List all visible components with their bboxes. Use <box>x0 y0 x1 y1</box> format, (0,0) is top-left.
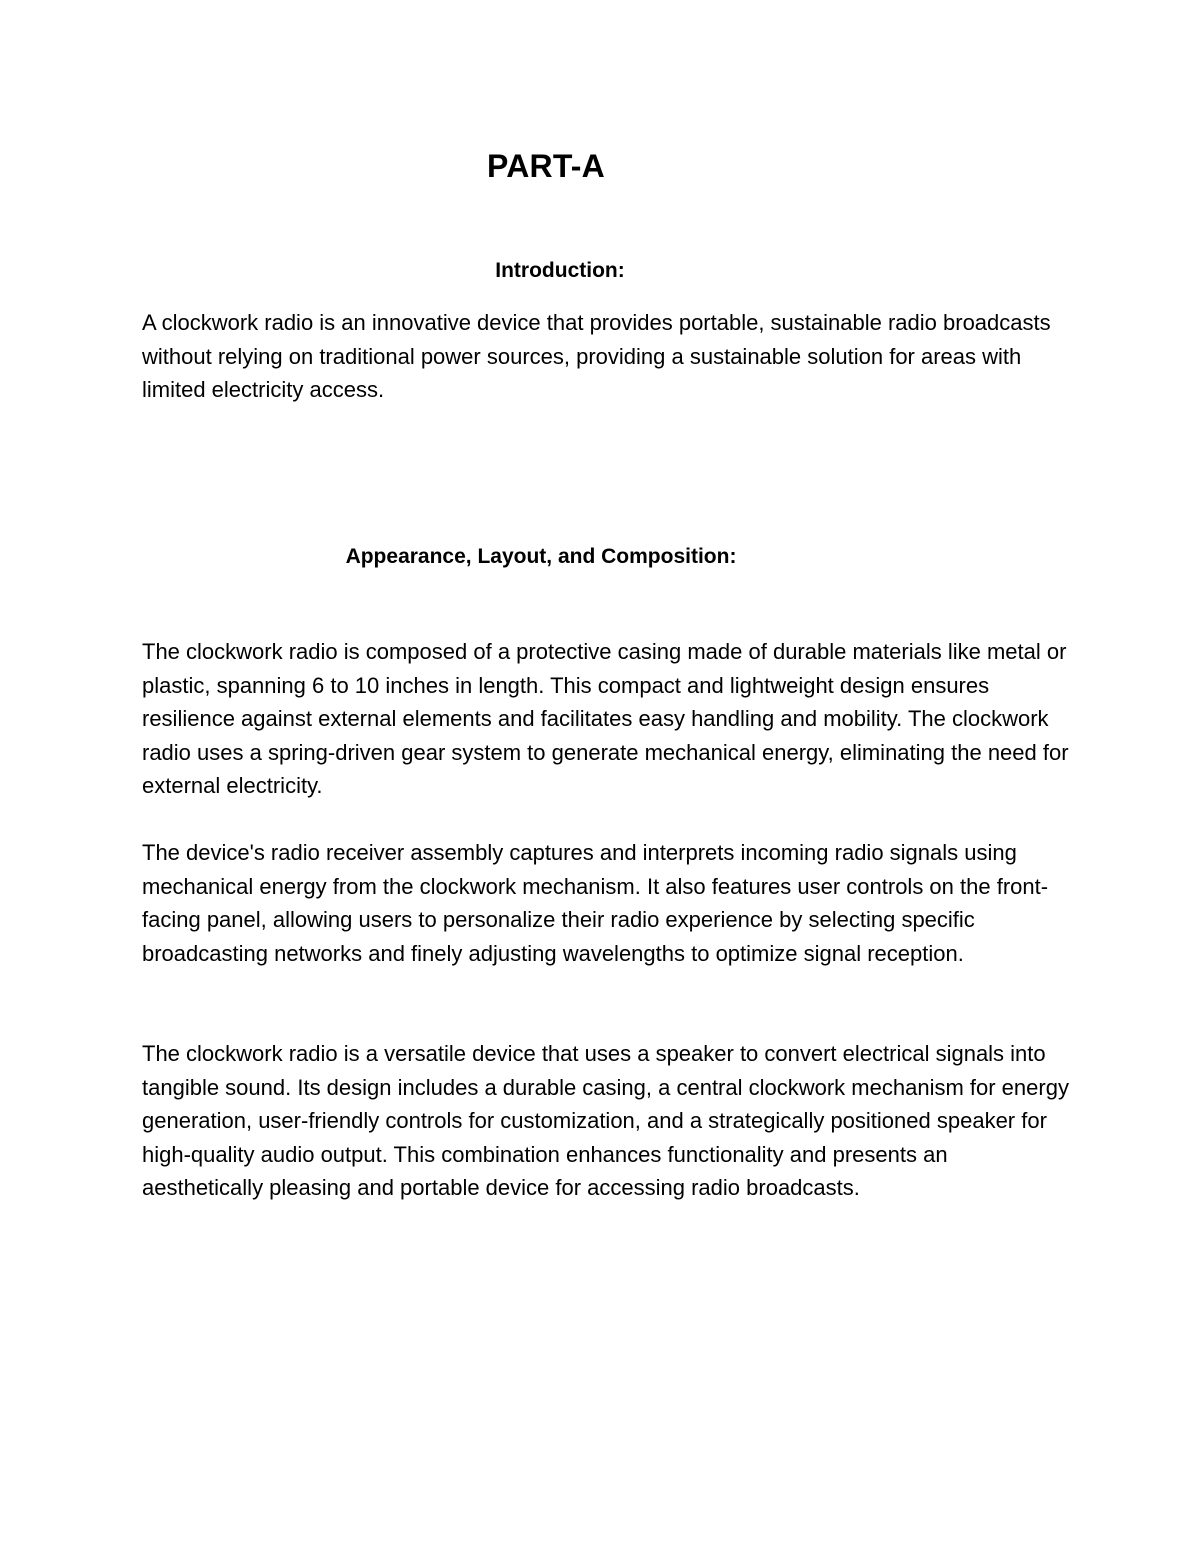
appearance-paragraph-2: The device's radio receiver assembly captures and interprets incoming radio signals using mechanical energy from the clockwork mechanism. It also features user controls on the front-facing panel, allowing users to personalize their radio experience by selecting specific broadcasting networks and finely adjusting wavelengths to optimize signal reception. <box>142 840 1049 966</box>
page-title: PART-A <box>487 148 605 184</box>
introduction-heading: Introduction: <box>495 259 625 282</box>
appearance-paragraph-1: The clockwork radio is composed of a protective casing made of durable materials like metal or plastic, spanning 6 to 10 inches in length. This compact and lightweight design ensures resilience against external elements and facilitates easy handling and mobility. The clockwork radio uses a spring-driven gear system to generate mechanical energy, eliminating the need for external electricity. <box>142 639 1069 799</box>
appearance-paragraph-3: The clockwork radio is a versatile device that uses a speaker to convert electrical signals into tangible sound. Its design includes a durable casing, a central clockwork mechanism for energy generation, user-friendly controls for customization, and a strategically positioned speaker for high-quality audio output. This combination enhances functionality and presents an aesthetically pleasing and portable device for accessing radio broadcasts. <box>142 1041 1069 1201</box>
appearance-heading: Appearance, Layout, and Composition: <box>345 545 737 568</box>
introduction-paragraph: A clockwork radio is an innovative device that provides portable, sustainable radio broadcasts without relying on traditional power sources, providing a sustainable solution for areas with limited electricity access. <box>142 310 1051 403</box>
